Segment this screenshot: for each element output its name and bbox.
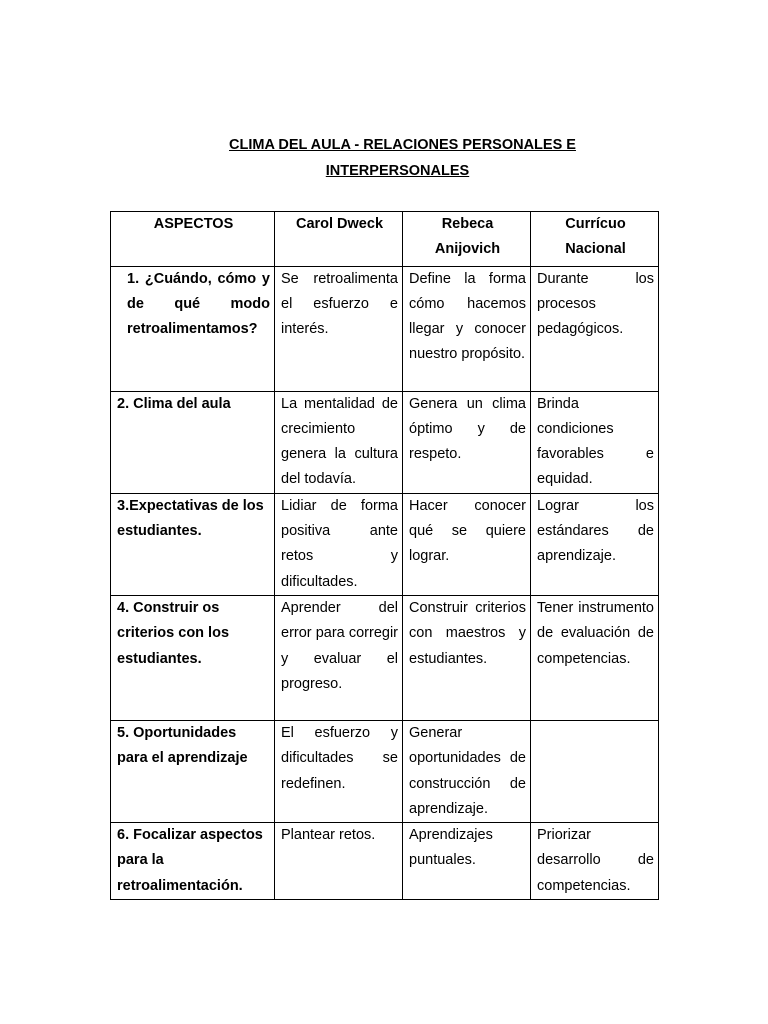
document-title: CLIMA DEL AULA - RELACIONES PERSONALES E: [229, 137, 576, 153]
header-carol-dweck: Carol Dweck: [275, 212, 403, 267]
dweck-cell: Plantear retos.: [275, 823, 403, 900]
aspect-cell: 1. ¿Cuándo, cómo y de qué modo retroalimentamos?: [111, 266, 275, 391]
header-aspectos: ASPECTOS: [111, 212, 275, 267]
table-row: [111, 391, 659, 493]
comparison-table: [110, 211, 659, 900]
document-title-continued: INTERPERSONALES: [325, 163, 470, 179]
curriculo-cell: [531, 720, 659, 822]
curriculo-cell: Tener instrumento de evaluación de competencias.: [531, 595, 659, 720]
anijovich-cell: Construir criterios con maestros y estudiantes.: [403, 595, 531, 720]
table-row: [111, 493, 659, 595]
aspect-cell: 2. Clima del aula: [111, 391, 275, 493]
dweck-cell: Se retroalimenta el esfuerzo e interés.: [275, 266, 403, 391]
dweck-cell: Aprender del error para corregir y evaluar el progreso.: [275, 595, 403, 720]
anijovich-cell: Hacer conocer qué se quiere lograr.: [403, 493, 531, 595]
aspect-cell: 4. Construir os criterios con los estudiantes.: [111, 595, 275, 720]
dweck-cell: Lidiar de forma positiva ante retos y dificultades.: [275, 493, 403, 595]
curriculo-cell: Durante los procesos pedagógicos.: [531, 266, 659, 391]
aspect-cell: 3.Expectativas de los estudiantes.: [111, 493, 275, 595]
table-row: [111, 720, 659, 822]
aspect-cell: 5. Oportunidades para el aprendizaje: [111, 720, 275, 822]
curriculo-cell: Lograr los estándares de aprendizaje.: [531, 493, 659, 595]
dweck-cell: La mentalidad de crecimiento genera la cultura del todavía.: [275, 391, 403, 493]
table-header-row: [111, 212, 659, 267]
table-row: [111, 266, 659, 391]
header-rebeca-anijovich: Rebeca Anijovich: [403, 212, 531, 267]
dweck-cell: El esfuerzo y dificultades se redefinen.: [275, 720, 403, 822]
table-row: [111, 595, 659, 720]
curriculo-cell: Brinda condiciones favorables e equidad.: [531, 391, 659, 493]
table-row: [111, 823, 659, 900]
anijovich-cell: Define la forma cómo hacemos llegar y conocer nuestro propósito.: [403, 266, 531, 391]
aspect-cell: 6. Focalizar aspectos para la retroalimentación.: [111, 823, 275, 900]
anijovich-cell: Genera un clima óptimo y de respeto.: [403, 391, 531, 493]
header-curriculo-nacional: Currícuo Nacional: [531, 212, 659, 267]
anijovich-cell: Generar oportunidades de construcción de aprendizaje.: [403, 720, 531, 822]
anijovich-cell: Aprendizajes puntuales.: [403, 823, 531, 900]
curriculo-cell: Priorizar desarrollo de competencias.: [531, 823, 659, 900]
